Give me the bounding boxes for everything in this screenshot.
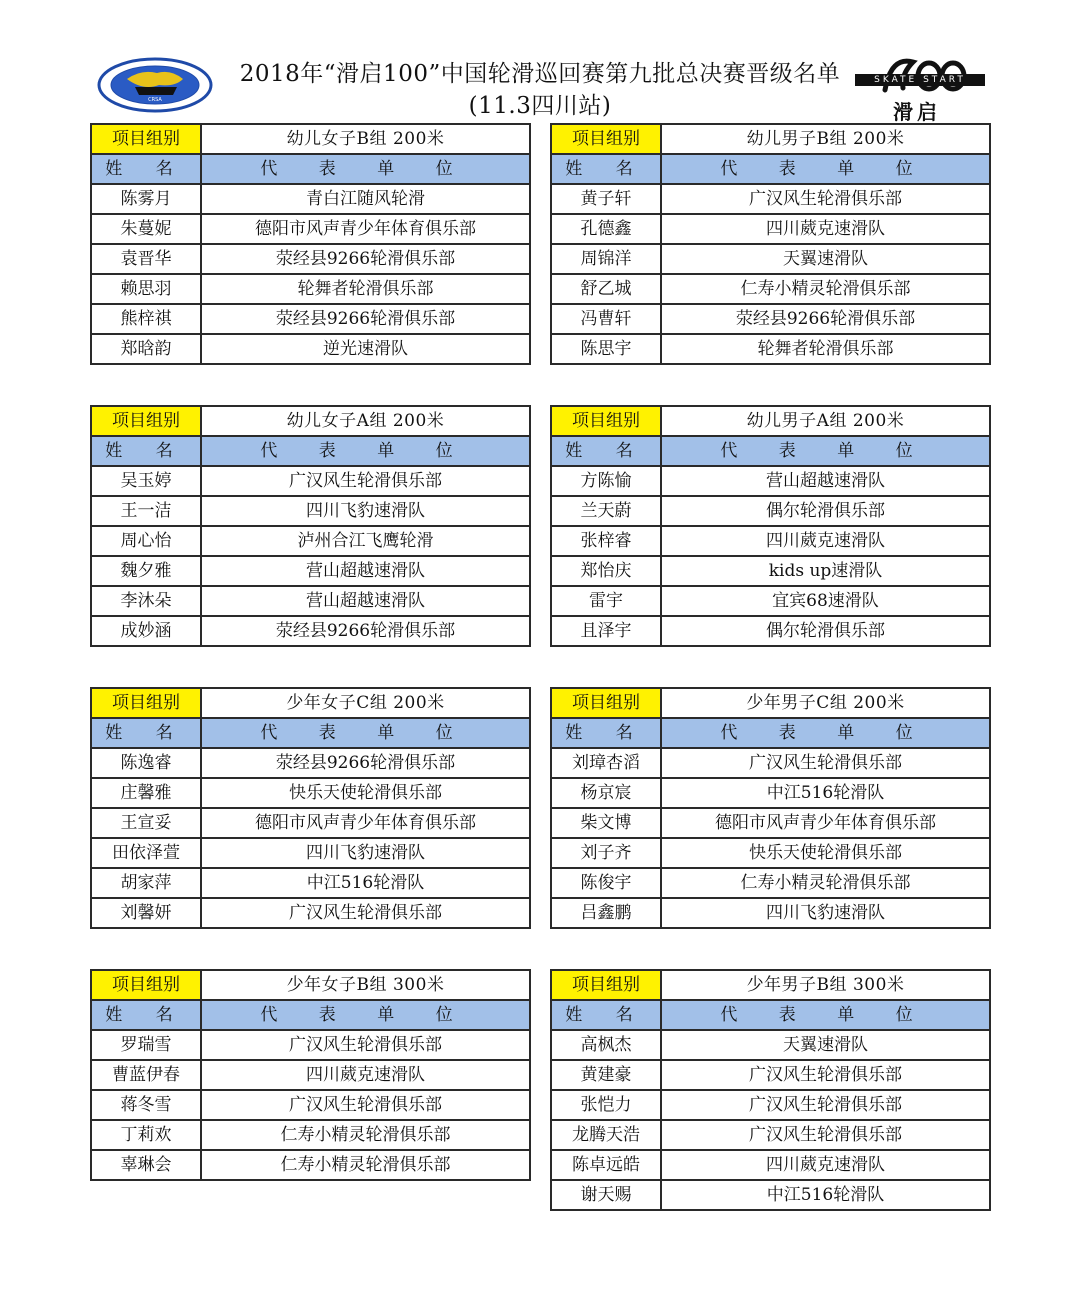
- column-header-row: [551, 436, 990, 466]
- skate-start-word: 滑启: [893, 100, 941, 124]
- table-row: [91, 586, 530, 616]
- name-column-header: 姓 名: [551, 1000, 661, 1030]
- table-row: [551, 1030, 990, 1060]
- table-row: [551, 556, 990, 586]
- athlete-unit: 广汉风生轮滑俱乐部: [661, 1060, 990, 1090]
- table-row: [551, 184, 990, 214]
- group-table: [90, 969, 531, 1181]
- athlete-unit: 天翼速滑队: [661, 1030, 990, 1060]
- athlete-unit: 营山超越速滑队: [201, 586, 530, 616]
- group-table: [90, 123, 531, 365]
- unit-column-header: 代 表 单 位: [201, 436, 530, 466]
- table-row: [91, 748, 530, 778]
- table-row: [551, 1060, 990, 1090]
- athlete-name: 高枫杰: [551, 1030, 661, 1060]
- table-row: [91, 808, 530, 838]
- athlete-name: 吴玉婷: [91, 466, 201, 496]
- page-title: [215, 58, 865, 122]
- table-row: [91, 244, 530, 274]
- athlete-unit: 轮舞者轮滑俱乐部: [661, 334, 990, 364]
- table-row: [551, 868, 990, 898]
- athlete-unit: 四川飞豹速滑队: [201, 496, 530, 526]
- athlete-unit: 广汉风生轮滑俱乐部: [201, 898, 530, 928]
- table-row: [551, 1090, 990, 1120]
- athlete-name: 雷宇: [551, 586, 661, 616]
- group-table: [550, 123, 991, 365]
- table-row: [551, 214, 990, 244]
- name-column-header: 姓 名: [551, 436, 661, 466]
- athlete-name: 龙腾天浩: [551, 1120, 661, 1150]
- athlete-name: 张梓睿: [551, 526, 661, 556]
- athlete-unit: 四川葳克速滑队: [201, 1060, 530, 1090]
- category-label: 项目组别: [91, 124, 201, 154]
- name-column-header: 姓 名: [551, 154, 661, 184]
- category-title: 少年女子C组 200米: [201, 688, 530, 718]
- title-line-2: (11.3四川站): [468, 93, 612, 119]
- athlete-name: 胡家萍: [91, 868, 201, 898]
- athlete-name: 赖思羽: [91, 274, 201, 304]
- athlete-unit: 广汉风生轮滑俱乐部: [661, 748, 990, 778]
- athlete-unit: 广汉风生轮滑俱乐部: [661, 1120, 990, 1150]
- category-row: [91, 970, 530, 1000]
- unit-column-header: 代 表 单 位: [201, 1000, 530, 1030]
- athlete-unit: 德阳市风声青少年体育俱乐部: [201, 214, 530, 244]
- category-label: 项目组别: [551, 970, 661, 1000]
- athlete-name: 吕鑫鹏: [551, 898, 661, 928]
- title-line-1: 2018年“滑启100”中国轮滑巡回赛第九批总决赛晋级名单: [239, 61, 841, 87]
- athlete-name: 曹蓝伊春: [91, 1060, 201, 1090]
- skate-start-logo: [855, 54, 985, 122]
- name-column-header: 姓 名: [91, 436, 201, 466]
- table-row: [91, 1090, 530, 1120]
- athlete-unit: 天翼速滑队: [661, 244, 990, 274]
- athlete-unit: 四川葳克速滑队: [661, 1150, 990, 1180]
- athlete-name: 陈思宇: [551, 334, 661, 364]
- athlete-name: 郑晗韵: [91, 334, 201, 364]
- table-row: [551, 1120, 990, 1150]
- athlete-unit: 偶尔轮滑俱乐部: [661, 496, 990, 526]
- athlete-name: 田依泽萱: [91, 838, 201, 868]
- athlete-name: 辜琳会: [91, 1150, 201, 1180]
- table-row: [91, 898, 530, 928]
- athlete-unit: 广汉风生轮滑俱乐部: [201, 1030, 530, 1060]
- category-row: [551, 124, 990, 154]
- table-row: [91, 868, 530, 898]
- table-row: [91, 184, 530, 214]
- table-row: [551, 616, 990, 646]
- svg-text:CRSA: CRSA: [148, 97, 162, 103]
- table-row: [91, 556, 530, 586]
- table-row: [551, 586, 990, 616]
- athlete-name: 郑怡庆: [551, 556, 661, 586]
- athlete-name: 蒋冬雪: [91, 1090, 201, 1120]
- athlete-unit: 德阳市风声青少年体育俱乐部: [201, 808, 530, 838]
- table-row: [551, 838, 990, 868]
- table-row: [551, 778, 990, 808]
- category-title: 幼儿男子A组 200米: [661, 406, 990, 436]
- athlete-name: 且泽宇: [551, 616, 661, 646]
- table-row: [551, 898, 990, 928]
- athlete-name: 陈雾月: [91, 184, 201, 214]
- athlete-unit: 仁寿小精灵轮滑俱乐部: [661, 274, 990, 304]
- athlete-unit: 四川葳克速滑队: [661, 526, 990, 556]
- category-row: [91, 406, 530, 436]
- name-column-header: 姓 名: [91, 718, 201, 748]
- athlete-name: 王宣妥: [91, 808, 201, 838]
- category-row: [551, 406, 990, 436]
- table-row: [91, 838, 530, 868]
- column-header-row: [91, 1000, 530, 1030]
- category-row: [91, 124, 530, 154]
- table-row: [91, 1060, 530, 1090]
- table-row: [91, 1030, 530, 1060]
- group-table: [550, 405, 991, 647]
- athlete-unit: 营山超越速滑队: [661, 466, 990, 496]
- athlete-unit: 荥经县9266轮滑俱乐部: [201, 748, 530, 778]
- name-column-header: 姓 名: [91, 154, 201, 184]
- category-title: 少年女子B组 300米: [201, 970, 530, 1000]
- category-row: [551, 688, 990, 718]
- athlete-name: 李沐朵: [91, 586, 201, 616]
- athlete-unit: 泸州合江飞鹰轮滑: [201, 526, 530, 556]
- table-row: [91, 304, 530, 334]
- athlete-name: 陈卓远皓: [551, 1150, 661, 1180]
- athlete-name: 舒乙城: [551, 274, 661, 304]
- athlete-unit: 四川飞豹速滑队: [201, 838, 530, 868]
- athlete-unit: 中江516轮滑队: [661, 1180, 990, 1210]
- table-row: [551, 808, 990, 838]
- page-header: [0, 0, 1080, 122]
- category-label: 项目组别: [91, 970, 201, 1000]
- athlete-unit: 中江516轮滑队: [661, 778, 990, 808]
- athlete-name: 杨京宸: [551, 778, 661, 808]
- athlete-name: 张恺力: [551, 1090, 661, 1120]
- athlete-name: 谢天赐: [551, 1180, 661, 1210]
- athlete-name: 刘馨妍: [91, 898, 201, 928]
- table-row: [551, 274, 990, 304]
- athlete-unit: 逆光速滑队: [201, 334, 530, 364]
- athlete-name: 罗瑞雪: [91, 1030, 201, 1060]
- athlete-unit: 快乐天使轮滑俱乐部: [661, 838, 990, 868]
- column-header-row: [551, 1000, 990, 1030]
- column-header-row: [91, 718, 530, 748]
- athlete-name: 周锦洋: [551, 244, 661, 274]
- athlete-unit: 荥经县9266轮滑俱乐部: [201, 616, 530, 646]
- table-row: [91, 1150, 530, 1180]
- athlete-unit: 中江516轮滑队: [201, 868, 530, 898]
- association-logo: [97, 57, 213, 113]
- unit-column-header: 代 表 单 位: [661, 436, 990, 466]
- table-row: [551, 1150, 990, 1180]
- skate-start-bar: SKATE START: [855, 74, 985, 86]
- category-title: 少年男子B组 300米: [661, 970, 990, 1000]
- category-label: 项目组别: [551, 688, 661, 718]
- athlete-name: 陈俊宇: [551, 868, 661, 898]
- athlete-name: 朱蔓妮: [91, 214, 201, 244]
- table-row: [91, 526, 530, 556]
- category-label: 项目组别: [551, 406, 661, 436]
- table-row: [551, 526, 990, 556]
- athlete-name: 刘璋杏滔: [551, 748, 661, 778]
- column-header-row: [551, 154, 990, 184]
- athlete-name: 柴文博: [551, 808, 661, 838]
- athlete-name: 庄馨雅: [91, 778, 201, 808]
- athlete-name: 成妙涵: [91, 616, 201, 646]
- group-table: [90, 687, 531, 929]
- table-row: [551, 1180, 990, 1210]
- table-row: [551, 244, 990, 274]
- table-row: [91, 616, 530, 646]
- athlete-unit: 轮舞者轮滑俱乐部: [201, 274, 530, 304]
- athlete-unit: 荥经县9266轮滑俱乐部: [201, 304, 530, 334]
- athlete-unit: 宜宾68速滑队: [661, 586, 990, 616]
- table-row: [91, 274, 530, 304]
- name-column-header: 姓 名: [551, 718, 661, 748]
- athlete-name: 周心怡: [91, 526, 201, 556]
- athlete-unit: 快乐天使轮滑俱乐部: [201, 778, 530, 808]
- table-row: [551, 334, 990, 364]
- column-header-row: [551, 718, 990, 748]
- athlete-name: 王一洁: [91, 496, 201, 526]
- table-row: [91, 214, 530, 244]
- athlete-name: 方陈愉: [551, 466, 661, 496]
- table-row: [551, 304, 990, 334]
- column-header-row: [91, 436, 530, 466]
- athlete-name: 黄子轩: [551, 184, 661, 214]
- athlete-unit: 营山超越速滑队: [201, 556, 530, 586]
- unit-column-header: 代 表 单 位: [201, 718, 530, 748]
- athlete-name: 陈逸睿: [91, 748, 201, 778]
- table-row: [91, 1120, 530, 1150]
- athlete-unit: 偶尔轮滑俱乐部: [661, 616, 990, 646]
- athlete-unit: 荥经县9266轮滑俱乐部: [661, 304, 990, 334]
- athlete-name: 孔德鑫: [551, 214, 661, 244]
- athlete-unit: 广汉风生轮滑俱乐部: [661, 184, 990, 214]
- category-title: 幼儿男子B组 200米: [661, 124, 990, 154]
- category-row: [91, 688, 530, 718]
- table-row: [551, 496, 990, 526]
- athlete-name: 冯曹轩: [551, 304, 661, 334]
- group-table: [550, 969, 991, 1211]
- athlete-unit: 广汉风生轮滑俱乐部: [201, 466, 530, 496]
- category-title: 幼儿女子B组 200米: [201, 124, 530, 154]
- athlete-unit: 德阳市风声青少年体育俱乐部: [661, 808, 990, 838]
- athlete-name: 熊梓祺: [91, 304, 201, 334]
- category-label: 项目组别: [551, 124, 661, 154]
- name-column-header: 姓 名: [91, 1000, 201, 1030]
- category-row: [551, 970, 990, 1000]
- athlete-unit: 仁寿小精灵轮滑俱乐部: [201, 1150, 530, 1180]
- athlete-name: 丁莉欢: [91, 1120, 201, 1150]
- unit-column-header: 代 表 单 位: [661, 154, 990, 184]
- athlete-unit: 荥经县9266轮滑俱乐部: [201, 244, 530, 274]
- athlete-unit: 四川葳克速滑队: [661, 214, 990, 244]
- table-row: [551, 748, 990, 778]
- table-row: [91, 466, 530, 496]
- unit-column-header: 代 表 单 位: [661, 1000, 990, 1030]
- group-table: [90, 405, 531, 647]
- athlete-name: 刘子齐: [551, 838, 661, 868]
- athlete-unit: 仁寿小精灵轮滑俱乐部: [201, 1120, 530, 1150]
- athlete-unit: 青白江随风轮滑: [201, 184, 530, 214]
- athlete-unit: kids up速滑队: [661, 556, 990, 586]
- table-row: [551, 466, 990, 496]
- athlete-name: 黄建豪: [551, 1060, 661, 1090]
- athlete-name: 魏夕雅: [91, 556, 201, 586]
- table-row: [91, 778, 530, 808]
- table-row: [91, 334, 530, 364]
- athlete-name: 袁晋华: [91, 244, 201, 274]
- group-table: [550, 687, 991, 929]
- category-label: 项目组别: [91, 688, 201, 718]
- athlete-unit: 广汉风生轮滑俱乐部: [661, 1090, 990, 1120]
- athlete-unit: 四川飞豹速滑队: [661, 898, 990, 928]
- category-label: 项目组别: [91, 406, 201, 436]
- column-header-row: [91, 154, 530, 184]
- category-title: 少年男子C组 200米: [661, 688, 990, 718]
- unit-column-header: 代 表 单 位: [201, 154, 530, 184]
- table-row: [91, 496, 530, 526]
- athlete-name: 兰天蔚: [551, 496, 661, 526]
- athlete-unit: 广汉风生轮滑俱乐部: [201, 1090, 530, 1120]
- category-title: 幼儿女子A组 200米: [201, 406, 530, 436]
- unit-column-header: 代 表 单 位: [661, 718, 990, 748]
- athlete-unit: 仁寿小精灵轮滑俱乐部: [661, 868, 990, 898]
